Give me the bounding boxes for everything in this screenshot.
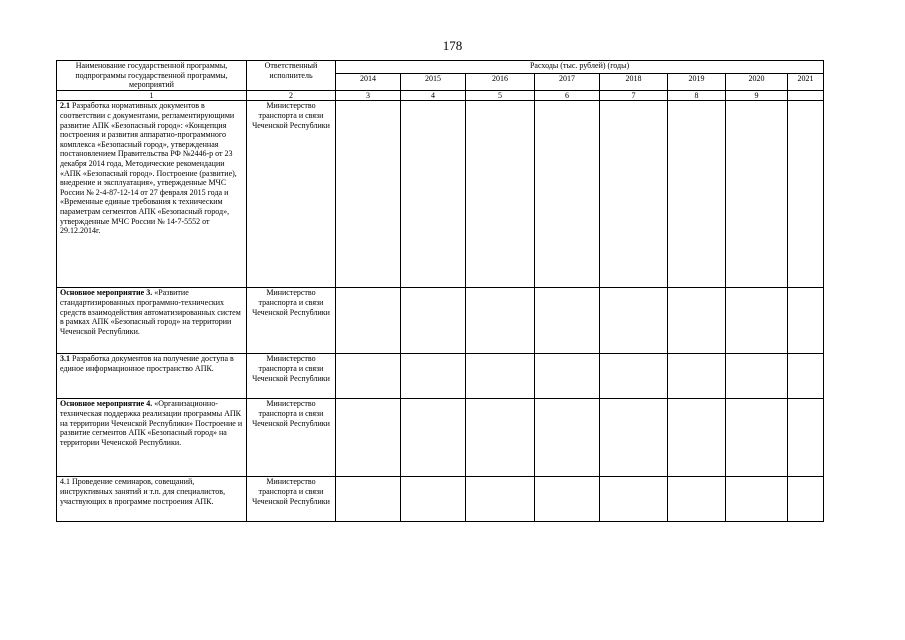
expense-cell bbox=[600, 399, 668, 477]
expense-cell bbox=[336, 354, 401, 399]
expense-cell bbox=[401, 101, 466, 288]
column-number: 6 bbox=[535, 90, 600, 101]
expense-cell bbox=[466, 477, 535, 522]
expense-cell bbox=[535, 101, 600, 288]
measure-name bbox=[57, 101, 247, 288]
expense-cell bbox=[668, 101, 726, 288]
expense-cell bbox=[466, 101, 535, 288]
executor-cell: Министерство транспорта и связи Чеченской Республики bbox=[247, 354, 336, 399]
expense-cell bbox=[668, 354, 726, 399]
header-name-column: Наименование государственной программы, подпрограммы государственной программы, мероприятий bbox=[57, 61, 247, 91]
measure-name bbox=[57, 477, 247, 522]
column-number: 4 bbox=[401, 90, 466, 101]
expense-cell bbox=[788, 354, 824, 399]
column-number: 5 bbox=[466, 90, 535, 101]
measure-number: 2.1 bbox=[60, 101, 70, 111]
expense-cell bbox=[336, 101, 401, 288]
measure-name bbox=[57, 288, 247, 354]
expense-cell bbox=[535, 399, 600, 477]
expense-cell bbox=[788, 288, 824, 354]
executor-cell: Министерство транспорта и связи Чеченской Республики bbox=[247, 288, 336, 354]
table-row bbox=[57, 288, 824, 354]
column-number: 3 bbox=[336, 90, 401, 101]
column-number: 1 bbox=[57, 90, 247, 101]
measure-text: 4.1 Проведение семинаров, совещаний, инструктивных занятий и т.п. для специалистов, участвующих в программе построения АПК. bbox=[60, 477, 226, 506]
header-year: 2018 bbox=[600, 74, 668, 91]
expense-cell bbox=[668, 288, 726, 354]
expense-cell bbox=[535, 354, 600, 399]
expense-cell bbox=[401, 399, 466, 477]
table-row bbox=[57, 101, 824, 288]
header-year: 2014 bbox=[336, 74, 401, 91]
header-executor-column: Ответственный исполнитель bbox=[247, 61, 336, 91]
page-number: 178 bbox=[442, 38, 463, 53]
table-row bbox=[57, 477, 824, 522]
measure-text: Разработка нормативных документов в соответствии с документами, регламентирующими развитие АПК «Безопасный город»: «Концепция построения и развития аппаратно-программного комплекса «Безопасный город», утвержденная постановлением Правительства РФ №2446-р от 23 декабря 2014 года, Методические рекомендации «АПК «Безопасный город». Построение (развитие), внедрение и эксплуатация», утвержденные МЧС России № 2-4-87-12-14 от 27 февраля 2015 года и «Временные единые требования к техническим параметрам сегментов АПК «Безопасный город», утвержденные МЧС России № 14-7-5552 от 29.12.2014г. bbox=[60, 101, 237, 236]
expense-cell bbox=[788, 399, 824, 477]
table-row bbox=[57, 399, 824, 477]
column-number bbox=[788, 90, 824, 101]
measure-number: Основное мероприятие 4. bbox=[60, 399, 153, 409]
executor-cell: Министерство транспорта и связи Чеченской Республики bbox=[247, 101, 336, 288]
expense-cell bbox=[600, 477, 668, 522]
expense-cell bbox=[336, 399, 401, 477]
expense-cell bbox=[726, 399, 788, 477]
header-year: 2015 bbox=[401, 74, 466, 91]
expense-cell bbox=[466, 288, 535, 354]
program-table bbox=[56, 60, 824, 522]
expense-cell bbox=[401, 354, 466, 399]
expense-cell bbox=[788, 477, 824, 522]
column-number: 2 bbox=[247, 90, 336, 101]
expense-cell bbox=[466, 354, 535, 399]
expense-cell bbox=[668, 399, 726, 477]
column-numbers-row bbox=[57, 90, 824, 101]
column-number: 8 bbox=[668, 90, 726, 101]
expense-cell bbox=[535, 288, 600, 354]
header-year: 2021 bbox=[788, 74, 824, 91]
executor-cell: Министерство транспорта и связи Чеченской Республики bbox=[247, 477, 336, 522]
expense-cell bbox=[726, 288, 788, 354]
expense-cell bbox=[600, 354, 668, 399]
expense-cell bbox=[788, 101, 824, 288]
executor-cell: Министерство транспорта и связи Чеченской Республики bbox=[247, 399, 336, 477]
table-row bbox=[57, 354, 824, 399]
expense-cell bbox=[726, 101, 788, 288]
column-number: 7 bbox=[600, 90, 668, 101]
expense-cell bbox=[668, 477, 726, 522]
expense-cell bbox=[600, 288, 668, 354]
header-year: 2019 bbox=[668, 74, 726, 91]
column-number: 9 bbox=[726, 90, 788, 101]
measure-text: «Развитие стандартизированных программно-технических средств взаимодействия автоматизированных систем в рамках АПК «Безопасный город» на территории Чеченской Республики. bbox=[60, 288, 241, 336]
measure-name bbox=[57, 354, 247, 399]
header-year: 2020 bbox=[726, 74, 788, 91]
expense-cell bbox=[401, 477, 466, 522]
expense-cell bbox=[535, 477, 600, 522]
measure-number: 3.1 bbox=[60, 354, 70, 364]
expense-cell bbox=[726, 477, 788, 522]
measure-text: Разработка документов на получение доступа в единое информационное пространство АПК. bbox=[60, 354, 234, 373]
measure-number: Основное мероприятие 3. bbox=[60, 288, 153, 298]
expense-cell bbox=[336, 288, 401, 354]
expense-cell bbox=[401, 288, 466, 354]
expense-cell bbox=[726, 354, 788, 399]
expense-cell bbox=[466, 399, 535, 477]
header-year: 2016 bbox=[466, 74, 535, 91]
header-year: 2017 bbox=[535, 74, 600, 91]
expense-cell bbox=[336, 477, 401, 522]
measure-name bbox=[57, 399, 247, 477]
header-expenses-column: Расходы (тыс. рублей) (годы) bbox=[336, 61, 824, 74]
expense-cell bbox=[600, 101, 668, 288]
measure-text: «Организационно-техническая поддержка реализации программы АПК на территории Чеченской Республики» Построение и развитие сегментов АПК «Безопасный город» на территории Чеченской Республики. bbox=[60, 399, 243, 447]
